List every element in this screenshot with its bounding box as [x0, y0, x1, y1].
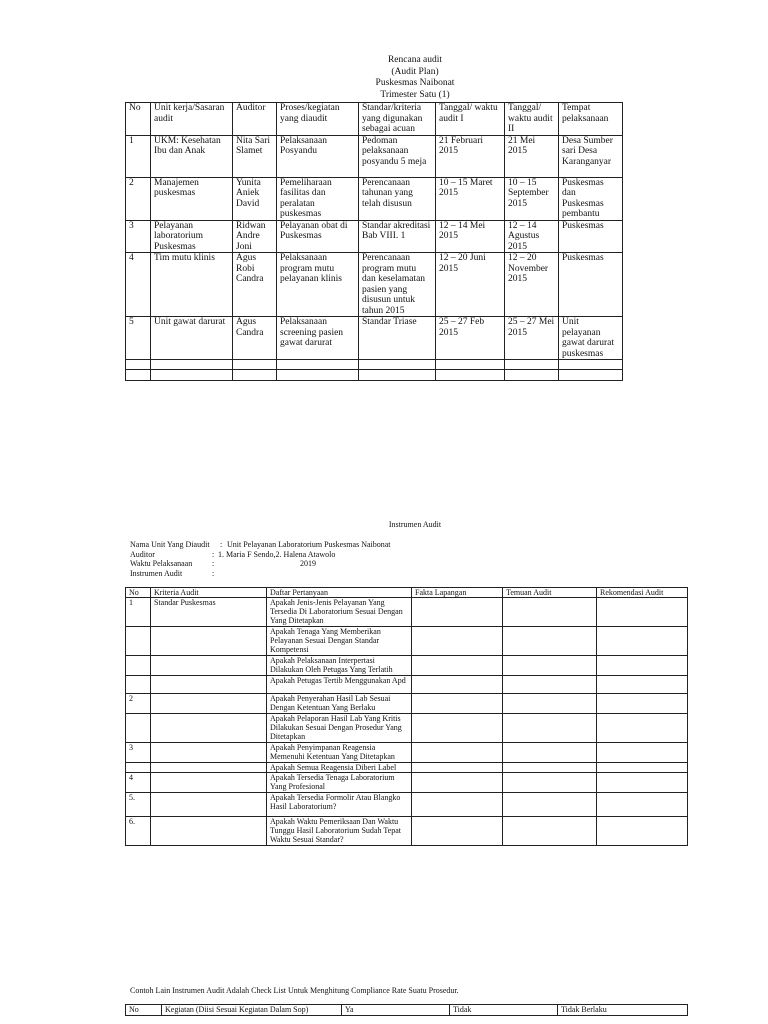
- plan-row-cell: [505, 360, 559, 370]
- instrument-header-row-cell: Daftar Pertanyaan: [267, 588, 412, 598]
- instrument-header-row-cell: Kriteria Audit: [151, 588, 267, 598]
- plan-row-cell: 3: [126, 220, 151, 253]
- instrument-row-cell: [151, 714, 267, 743]
- plan-row-cell: Nita Sari Slamet: [233, 135, 277, 177]
- instrument-row-cell: [151, 773, 267, 793]
- instrument-row-cell: [597, 793, 688, 817]
- checklist-header-row-cell: Tidak Berlaku: [558, 1005, 688, 1016]
- instrument-row: [126, 793, 688, 817]
- plan-title-line-4: Trimester Satu (1): [380, 89, 450, 100]
- plan-title-line-3: Puskesmas Naibonat: [375, 78, 455, 88]
- instrument-row: [126, 694, 688, 714]
- plan-row-cell: 21 Februari 2015: [436, 135, 505, 177]
- instrument-row-cell: Standar Puskesmas: [151, 598, 267, 627]
- plan-row: [126, 253, 623, 317]
- instrument-row: [126, 598, 688, 627]
- instrument-row-cell: 5.: [126, 793, 151, 817]
- info-label: Nama Unit Yang Diaudit: [130, 540, 210, 549]
- instrument-row-cell: Apakah Pelaporan Hasil Lab Yang Kritis Dilakukan Sesuai Dengan Prosedur Yang Ditetapkan: [267, 714, 412, 743]
- instrument-row: [126, 627, 688, 656]
- instrument-row-cell: [126, 656, 151, 676]
- instrument-row: [126, 743, 688, 763]
- info-separator: :: [220, 540, 223, 549]
- plan-row-cell: 12 – 14 Agustus 2015: [505, 220, 559, 253]
- instrument-row-cell: 3: [126, 743, 151, 763]
- plan-row-cell: Manajemen puskesmas: [151, 177, 233, 220]
- plan-row: [126, 370, 623, 381]
- plan-row-cell: [126, 360, 151, 370]
- plan-row-cell: 10 – 15 September 2015: [505, 177, 559, 220]
- checklist-table: [125, 1004, 688, 1016]
- plan-row-cell: Desa Sumber sari Desa Karanganyar: [559, 135, 623, 177]
- instrument-row-cell: [503, 598, 597, 627]
- plan-row: [126, 360, 623, 370]
- instrument-row-cell: Apakah Waktu Pemeriksaan Dan Waktu Tunggu Hasil Laboratorium Sudah Tepat Waktu Sesuai Standar?: [267, 817, 412, 846]
- info-row: [130, 550, 530, 560]
- instrument-header-row-cell: No: [126, 588, 151, 598]
- instrument-table: [125, 587, 688, 846]
- plan-row-cell: [151, 370, 233, 381]
- checklist-body: [126, 1005, 688, 1016]
- instrument-row-cell: [151, 656, 267, 676]
- plan-row-cell: Agus Candra: [233, 317, 277, 360]
- instrument-body: [126, 588, 688, 846]
- plan-row-cell: 12 – 20 Juni 2015: [436, 253, 505, 317]
- plan-row-cell: 1: [126, 135, 151, 177]
- instrument-row: [126, 763, 688, 773]
- plan-title-line-2: (Audit Plan): [391, 66, 439, 77]
- instrument-row-cell: [503, 714, 597, 743]
- instrument-row-cell: 6.: [126, 817, 151, 846]
- plan-row: [126, 220, 623, 253]
- instrument-row: [126, 676, 688, 694]
- instrument-row-cell: [503, 773, 597, 793]
- plan-row-cell: 25 – 27 Feb 2015: [436, 317, 505, 360]
- instrument-row: [126, 773, 688, 793]
- instrument-row-cell: [151, 627, 267, 656]
- plan-row-cell: [277, 360, 359, 370]
- instrument-row-cell: [412, 817, 503, 846]
- plan-title-line-1: Rencana audit: [387, 55, 443, 65]
- instrument-row-cell: Apakah Penyimpanan Reagensia Memenuhi Ketentuan Yang Ditetapkan: [267, 743, 412, 763]
- plan-row-cell: 12 – 14 Mei 2015: [436, 220, 505, 253]
- instrument-row-cell: [597, 714, 688, 743]
- plan-row-cell: 12 – 20 November 2015: [505, 253, 559, 317]
- checklist-header-row-cell: Kegiatan (Diisi Sesuai Kegiatan Dalam Sop): [162, 1005, 342, 1016]
- instrument-header-row: [126, 588, 688, 598]
- plan-row-cell: Puskesmas dan Puskesmas pembantu: [559, 177, 623, 220]
- instrument-row-cell: [412, 627, 503, 656]
- plan-row-cell: Perencanaan program mutu dan keselamatan pasien yang disusun untuk tahun 2015: [359, 253, 436, 317]
- checklist-intro: Contoh Lain Instrumen Audit Adalah Check List Untuk Menghitung Compliance Rate Suatu Prosedur.: [130, 986, 459, 995]
- info-separator: :: [212, 559, 215, 568]
- plan-row-cell: 25 – 27 Mei 2015: [505, 317, 559, 360]
- plan-row-cell: Pelaksanaan screening pasien gawat darurat: [277, 317, 359, 360]
- plan-row-cell: Pemeliharaan fasilitas dan peralatan puskesmas: [277, 177, 359, 220]
- checklist-header-row-cell: Ya: [342, 1005, 450, 1016]
- plan-row-cell: Tim mutu klinis: [151, 253, 233, 317]
- info-row: [130, 569, 530, 579]
- instrument-row-cell: Apakah Semua Reagensia Diberi Label: [267, 763, 412, 773]
- checklist-header-row-cell: Tidak: [450, 1005, 558, 1016]
- info-value: 1. Maria F Sendo,2. Halena Atawolo: [218, 549, 336, 559]
- info-value: 2019: [300, 559, 316, 568]
- plan-row-cell: Unit gawat darurat: [151, 317, 233, 360]
- instrument-row-cell: [151, 817, 267, 846]
- plan-row-cell: Pelaksanaan program mutu pelayanan klinis: [277, 253, 359, 317]
- audit-plan-table: [125, 102, 623, 381]
- instrument-row-cell: [597, 627, 688, 656]
- instrument-row-cell: [151, 793, 267, 817]
- plan-row-cell: Yunita Aniek David: [233, 177, 277, 220]
- instrument-row-cell: [503, 763, 597, 773]
- plan-row-cell: [233, 360, 277, 370]
- plan-row: [126, 317, 623, 360]
- instrument-row-cell: [412, 773, 503, 793]
- instrument-row: [126, 714, 688, 743]
- plan-header-row-cell: Tanggal/ waktu audit I: [436, 103, 505, 136]
- instrument-row-cell: [412, 694, 503, 714]
- instrument-row-cell: [412, 714, 503, 743]
- instrument-row-cell: [126, 714, 151, 743]
- plan-row-cell: [505, 370, 559, 381]
- plan-row-cell: Pedoman pelaksanaan posyandu 5 meja: [359, 135, 436, 177]
- instrument-row-cell: [503, 627, 597, 656]
- instrument-row-cell: [151, 694, 267, 714]
- instrument-row-cell: [503, 694, 597, 714]
- instrument-row-cell: [126, 627, 151, 656]
- instrument-row-cell: [151, 763, 267, 773]
- plan-row-cell: Pelaksanaan Posyandu: [277, 135, 359, 177]
- instrument-row-cell: [597, 773, 688, 793]
- plan-row-cell: [436, 360, 505, 370]
- instrument-row-cell: [597, 817, 688, 846]
- info-separator: :: [212, 549, 215, 559]
- plan-row-cell: [359, 370, 436, 381]
- instrument-row-cell: [597, 656, 688, 676]
- audit-plan-body: [126, 103, 623, 381]
- instrument-row-cell: [597, 694, 688, 714]
- instrument-row-cell: [412, 656, 503, 676]
- instrument-row-cell: Apakah Tersedia Formolir Atau Blangko Hasil Laboratorium?: [267, 793, 412, 817]
- instrument-header-row-cell: Rekomendasi Audit: [597, 588, 688, 598]
- instrument-row-cell: [151, 743, 267, 763]
- plan-row: [126, 177, 623, 220]
- instrument-row-cell: [126, 676, 151, 694]
- instrument-row: [126, 656, 688, 676]
- plan-row-cell: Pelayanan laboratorium Puskesmas: [151, 220, 233, 253]
- plan-header-row-cell: Tanggal/ waktu audit II: [505, 103, 559, 136]
- plan-row-cell: Pelayanan obat di Puskesmas: [277, 220, 359, 253]
- instrument-row-cell: Apakah Petugas Tertib Menggunakan Apd: [267, 676, 412, 694]
- plan-row-cell: [559, 360, 623, 370]
- plan-header-row: [126, 103, 623, 136]
- instrument-row-cell: [412, 763, 503, 773]
- plan-header-row-cell: Proses/kegiatan yang diaudit: [277, 103, 359, 136]
- instrument-row-cell: Apakah Tersedia Tenaga Laboratorium Yang Profesional: [267, 773, 412, 793]
- instrument-row-cell: [151, 676, 267, 694]
- checklist-header-row-cell: No: [126, 1005, 162, 1016]
- instrument-title: Instrumen Audit: [388, 520, 442, 529]
- plan-row-cell: [126, 370, 151, 381]
- instrument-row-cell: [597, 743, 688, 763]
- plan-row-cell: 4: [126, 253, 151, 317]
- info-label: Auditor: [130, 549, 155, 559]
- instrument-row-cell: 4: [126, 773, 151, 793]
- plan-header-row-cell: Tempat pelaksanaan: [559, 103, 623, 136]
- info-label: Waktu Pelaksanaan: [130, 559, 193, 568]
- instrument-row-cell: [412, 743, 503, 763]
- instrument-row-cell: [412, 793, 503, 817]
- plan-row-cell: [359, 360, 436, 370]
- instrument-row-cell: Apakah Penyerahan Hasil Lab Sesuai Dengan Ketentuan Yang Berlaku: [267, 694, 412, 714]
- info-value: Unit Pelayanan Laboratorium Puskesmas Naibonat: [227, 540, 391, 549]
- instrument-row-cell: [126, 763, 151, 773]
- plan-row-cell: 2: [126, 177, 151, 220]
- plan-row-cell: [559, 370, 623, 381]
- checklist-header-row: [126, 1005, 688, 1016]
- plan-row-cell: Standar akreditasi Bab VIII. 1: [359, 220, 436, 253]
- plan-title: [300, 55, 530, 101]
- instrument-row-cell: [503, 817, 597, 846]
- instrument-row-cell: Apakah Jenis-Jenis Pelayanan Yang Tersedia Di Laboratorium Sesuai Dengan Yang Ditetapkan: [267, 598, 412, 627]
- instrument-row-cell: [597, 676, 688, 694]
- plan-header-row-cell: Auditor: [233, 103, 277, 136]
- instrument-row-cell: [503, 676, 597, 694]
- info-label: Instrumen Audit: [130, 568, 183, 578]
- instrument-header-row-cell: Temuan Audit: [503, 588, 597, 598]
- info-row: [130, 559, 530, 569]
- plan-row-cell: UKM: Kesehatan Ibu dan Anak: [151, 135, 233, 177]
- info-separator: :: [212, 568, 215, 578]
- instrument-row-cell: [412, 676, 503, 694]
- plan-row-cell: [436, 370, 505, 381]
- instrument-row-cell: 2: [126, 694, 151, 714]
- info-row: [130, 540, 530, 550]
- instrument-row-cell: [597, 763, 688, 773]
- plan-row-cell: Standar Triase: [359, 317, 436, 360]
- plan-row-cell: 21 Mei 2015: [505, 135, 559, 177]
- instrument-row-cell: [597, 598, 688, 627]
- plan-row-cell: Ridwan Andre Joni: [233, 220, 277, 253]
- instrument-row: [126, 817, 688, 846]
- plan-row-cell: [151, 360, 233, 370]
- plan-row-cell: 5: [126, 317, 151, 360]
- instrument-row-cell: [503, 656, 597, 676]
- plan-header-row-cell: No: [126, 103, 151, 136]
- instrument-row-cell: [412, 598, 503, 627]
- instrument-row-cell: [503, 793, 597, 817]
- instrument-row-cell: Apakah Tenaga Yang Memberikan Pelayanan Sesuai Dengan Standar Kompetensi: [267, 627, 412, 656]
- plan-row: [126, 135, 623, 177]
- plan-row-cell: 10 – 15 Maret 2015: [436, 177, 505, 220]
- instrument-row-cell: 1: [126, 598, 151, 627]
- instrument-header-row-cell: Fakta Lapangan: [412, 588, 503, 598]
- plan-row-cell: Puskesmas: [559, 253, 623, 317]
- instrument-row-cell: Apakah Pelaksanaan Interpertasi Dilakukan Oleh Petugas Yang Terlatih: [267, 656, 412, 676]
- plan-row-cell: Puskesmas: [559, 220, 623, 253]
- plan-header-row-cell: Standar/kriteria yang digunakan sebagai acuan: [359, 103, 436, 136]
- plan-row-cell: Unit pelayanan gawat darurat puskesmas: [559, 317, 623, 360]
- plan-row-cell: [277, 370, 359, 381]
- plan-row-cell: Perencanaan tahunan yang telah disusun: [359, 177, 436, 220]
- plan-header-row-cell: Unit kerja/Sasaran audit: [151, 103, 233, 136]
- plan-row-cell: Agus Robi Candra: [233, 253, 277, 317]
- plan-row-cell: [233, 370, 277, 381]
- instrument-row-cell: [503, 743, 597, 763]
